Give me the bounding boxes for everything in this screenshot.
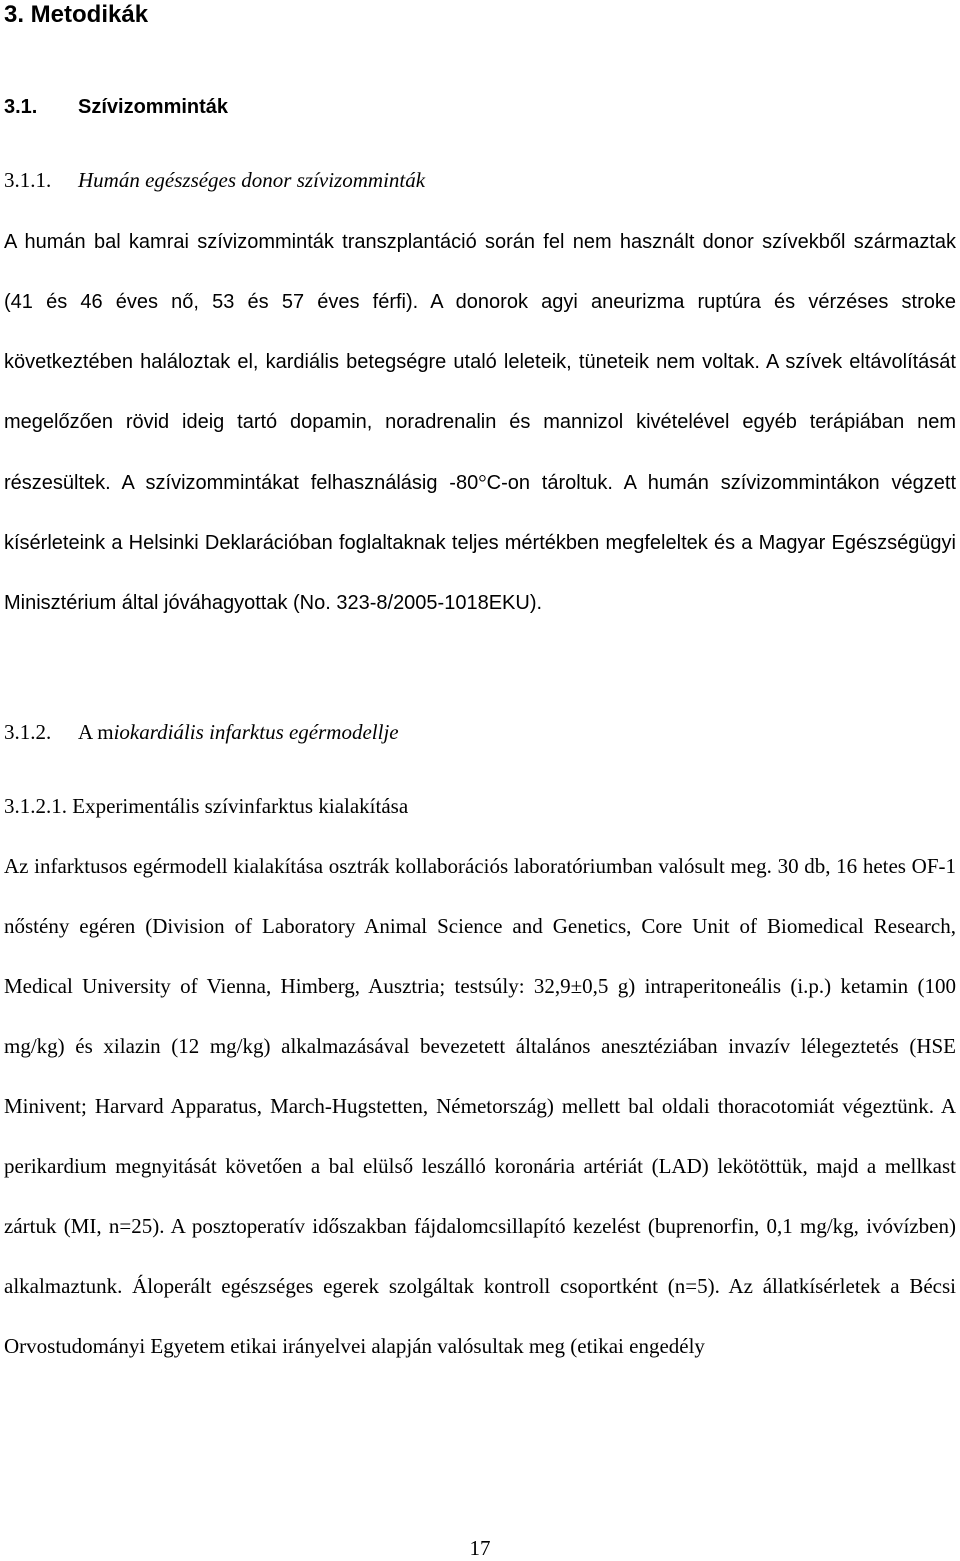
degree-symbol: ° bbox=[478, 470, 487, 494]
chapter-heading: 3. Metodikák bbox=[4, 1, 149, 28]
section-heading bbox=[4, 93, 228, 121]
subsection-title: Humán egészséges donor szívizomminták bbox=[78, 168, 426, 192]
paragraph-mouse-model: Az infarktusos egérmodell kialakítása osztrák kollaborációs laboratóriumban valósult meg. 30 db, 16 hetes OF-1 nőstény egéren (Division of Laboratory Animal Science and Genetics, Core Unit of Biomedical Research, Medical University of Vienna, Himberg, Ausztria; testsúly: 32,9±0,5 g) intraperitoneális (i.p.) ketamin (100 mg/kg) és xilazin (12 mg/kg) alkalmazásával bevezetett általános anesztéziában invazív lélegeztetés (HSE Minivent; Harvard Apparatus, March-Hugstetten, Németország) mellett bal oldali thoracotomiát végeztünk. A perikardium megnyitását követően a bal elülső leszálló koronária artériát (LAD) lekötöttük, majd a mellkast zártuk (MI, n=25). A posztoperatív időszakban fájdalomcsillapító kezelést (buprenorfin, 0,1 mg/kg, ivóvízben) alkalmaztunk. Áloperált egészséges egerek szolgáltak kontroll csoportként (n=5). Az állatkísérletek a Bécsi Orvostudományi Egyetem etikai irányelvei alapján valósultak meg (etikai engedély bbox=[4, 854, 956, 1358]
subsection-heading bbox=[4, 717, 399, 747]
page-number: 17 bbox=[469, 1536, 491, 1560]
paragraph-segment: C-on tároltuk. A humán szívizommintákon végzett kísérleteink a Helsinki Deklarációban foglaltaknak teljes mértékben megfeleltek és a Magyar Egészségügyi Minisztérium által jóváhagyottak (No. 323-8/2005-1018EKU). bbox=[4, 472, 957, 614]
paragraph-donor-samples bbox=[4, 212, 956, 633]
paragraph-segment: A humán bal kamrai szívizomminták transzplantáció során fel nem használt donor szívekből származtak (41 és 46 éves nő, 53 és 57 éves férfi). A donorok agyi aneurizma ruptúra és vérzéses stroke következtében haláloztak el, kardiális betegségre utaló leleteik, tüneteik nem voltak. A szívek eltávolítását megelőzően rövid ideig tartó dopamin, noradrenalin és mannizol kivételével egyéb terápiában nem részesültek. A szívizommintákat felhasználásig -80 bbox=[4, 231, 956, 494]
section-number: 3.1. bbox=[4, 96, 38, 118]
subsection-number: 3.1.1. bbox=[4, 168, 52, 192]
subsection-title-prefix: A m bbox=[78, 720, 114, 744]
subsection-number: 3.1.2. bbox=[4, 720, 52, 744]
subsection-heading bbox=[4, 165, 425, 195]
subsubsection-heading: 3.1.2.1. Experimentális szívinfarktus kialakítása bbox=[4, 794, 409, 818]
section-title: Szívizomminták bbox=[78, 96, 229, 118]
subsection-title: iokardiális infarktus egérmodellje bbox=[113, 720, 399, 744]
